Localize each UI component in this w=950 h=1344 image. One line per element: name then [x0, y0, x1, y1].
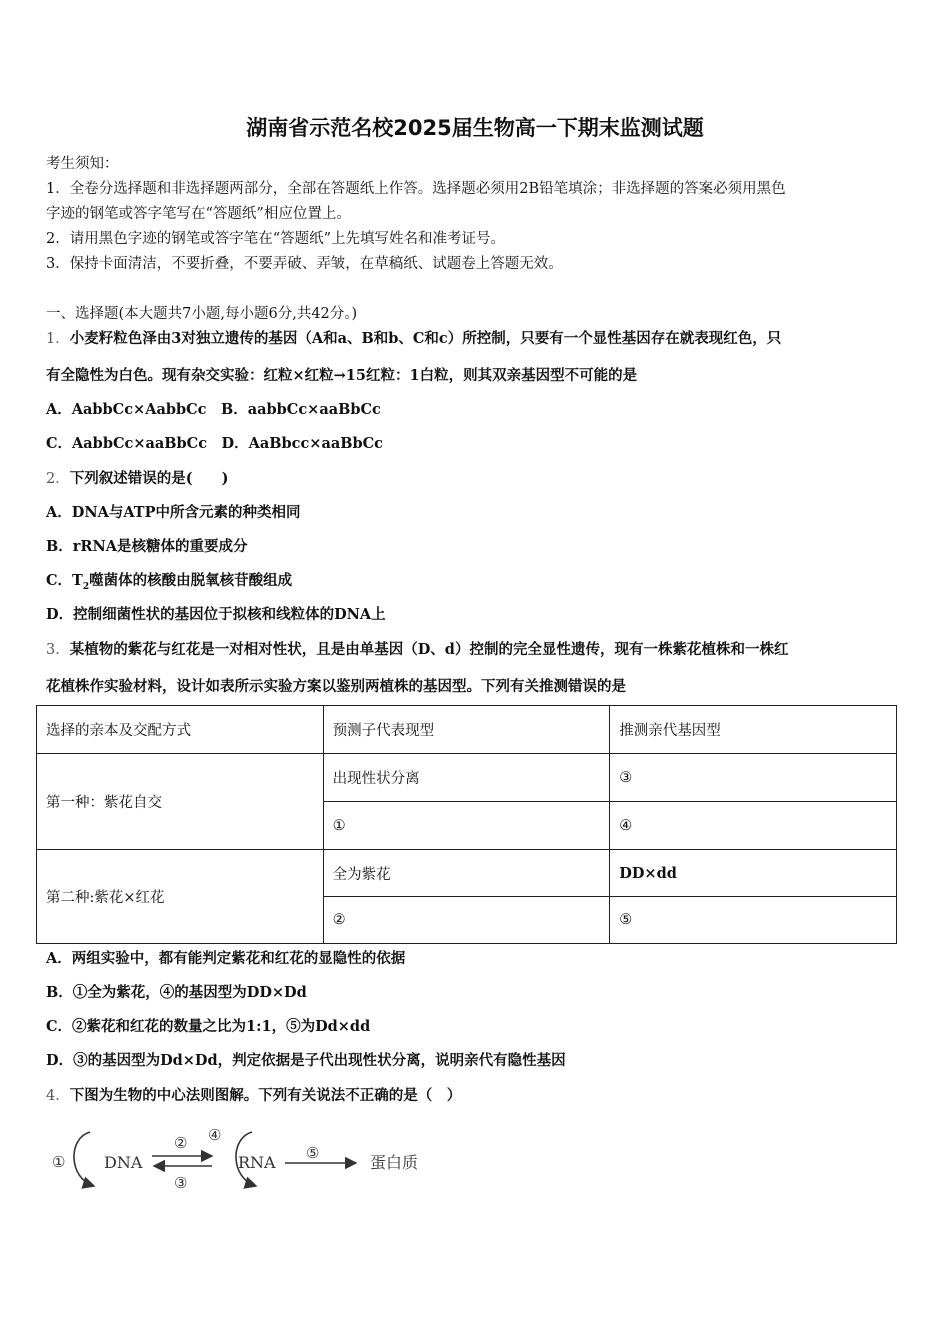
- q4-number: 4．: [46, 1088, 70, 1104]
- q4-text: 下图为生物的中心法则图解。下列有关说法不正确的是（ ）: [69, 1087, 462, 1104]
- table-cell: ④: [610, 802, 897, 850]
- protein-label: 蛋白质: [370, 1153, 419, 1172]
- dna-label: DNA: [104, 1153, 143, 1172]
- central-dogma-diagram: [48, 1120, 448, 1200]
- q2-text: 下列叙述错误的是( ): [69, 470, 229, 487]
- replication-label: ①: [52, 1153, 66, 1171]
- table-cell: ②: [323, 897, 610, 944]
- notice-line-4: 3．保持卡面清洁，不要折叠，不要弄破、弄皱，在草稿纸、试题卷上答题无效。: [46, 256, 563, 272]
- q2-option-c-post: 噬菌体的核酸由脱氧核苷酸组成: [89, 572, 293, 589]
- table-row-label: 第二种:紫花×红花: [37, 850, 324, 944]
- table-cell: ⑤: [610, 897, 897, 944]
- table-cell: 出现性状分离: [323, 754, 610, 802]
- transcription-label: ②: [174, 1134, 188, 1152]
- table-cell: ③: [610, 754, 897, 802]
- reverse-transcription-label: ③: [174, 1174, 188, 1192]
- q1-stem-line2: 有全隐性为白色。现有杂交实验：红粒×红粒→15红粒：1白粒，则其双亲基因型不可能的是: [46, 367, 638, 384]
- table-header-row: [37, 706, 897, 754]
- table-row-label: 第一种：紫花自交: [37, 754, 324, 850]
- q3-number: 3．: [46, 642, 70, 658]
- q2-option-c-sub: 2: [82, 581, 90, 592]
- q3-table: [36, 705, 897, 944]
- q2-option-d: D．控制细菌性状的基因位于拟核和线粒体的DNA上: [46, 606, 386, 623]
- q1-options-ab: A．AabbCc×AabbCc B．aabbCc×aaBbCc: [46, 401, 381, 418]
- notice-line-2: 字迹的钢笔或答字笔写在“答题纸”相应位置上。: [46, 206, 351, 222]
- q2-option-c: [46, 569, 292, 592]
- table-header-cell: 预测子代表现型: [323, 706, 610, 754]
- table-row: [37, 754, 897, 802]
- q3-stem-line1: [46, 638, 788, 659]
- q2-option-b: B．rRNA是核糖体的重要成分: [46, 538, 248, 555]
- table-cell: ①: [323, 802, 610, 850]
- q1-stem-line1: [46, 327, 781, 348]
- q2-stem: [46, 467, 228, 488]
- q1-options-cd: C．AabbCc×aaBbCc D．AaBbcc×aaBbCc: [46, 435, 384, 452]
- q3-text1: 某植物的紫花与红花是一对相对性状，且是由单基因（D、d）控制的完全显性遗传，现有一株紫花植株和一株红: [69, 641, 789, 658]
- notice-line-1: 1．全卷分选择题和非选择题两部分，全部在答题纸上作答。选择题必须用2B铅笔填涂；非选择题的答案必须用黑色: [46, 181, 786, 197]
- dna-replication-arrow: [74, 1132, 94, 1186]
- q2-number: 2．: [46, 471, 70, 487]
- q3-option-a: A．两组实验中，都有能判定紫花和红花的显隐性的依据: [46, 950, 406, 967]
- rna-label: RNA: [238, 1153, 276, 1172]
- q4-stem: [46, 1084, 461, 1105]
- notice-line-3: 2．请用黑色字迹的钢笔或答字笔在“答题纸”上先填写姓名和准考证号。: [46, 231, 506, 247]
- table-cell: DD×dd: [610, 850, 897, 897]
- q2-option-c-pre: C．T: [46, 572, 83, 589]
- page-title: 湖南省示范名校2025届生物高一下期末监测试题: [246, 116, 704, 140]
- section-heading: 一、选择题(本大题共7小题,每小题6分,共42分。): [46, 306, 358, 322]
- table-cell: 全为紫花: [323, 850, 610, 897]
- table-header-cell: 选择的亲本及交配方式: [37, 706, 324, 754]
- table-header-cell: 推测亲代基因型: [610, 706, 897, 754]
- rna-replication-label: ④: [208, 1126, 222, 1144]
- q3-stem-line2: 花植株作实验材料，设计如表所示实验方案以鉴别两植株的基因型。下列有关推测错误的是: [46, 678, 626, 695]
- q3-option-d: D．③的基因型为Dd×Dd，判定依据是子代出现性状分离，说明亲代有隐性基因: [46, 1052, 566, 1069]
- table-row: [37, 850, 897, 897]
- q1-number: 1．: [46, 331, 70, 347]
- notice-heading: 考生须知：: [46, 156, 119, 172]
- q3-option-c: C．②紫花和红花的数量之比为1:1，⑤为Dd×dd: [46, 1018, 371, 1035]
- q3-option-b: B．①全为紫花，④的基因型为DD×Dd: [46, 984, 307, 1001]
- q2-option-a: A．DNA与ATP中所含元素的种类相同: [46, 504, 301, 521]
- translation-label: ⑤: [306, 1144, 320, 1162]
- q1-text1: 小麦籽粒色泽由3对独立遗传的基因（A和a、B和b、C和c）所控制，只要有一个显性基因存在就表现红色，只: [69, 330, 782, 347]
